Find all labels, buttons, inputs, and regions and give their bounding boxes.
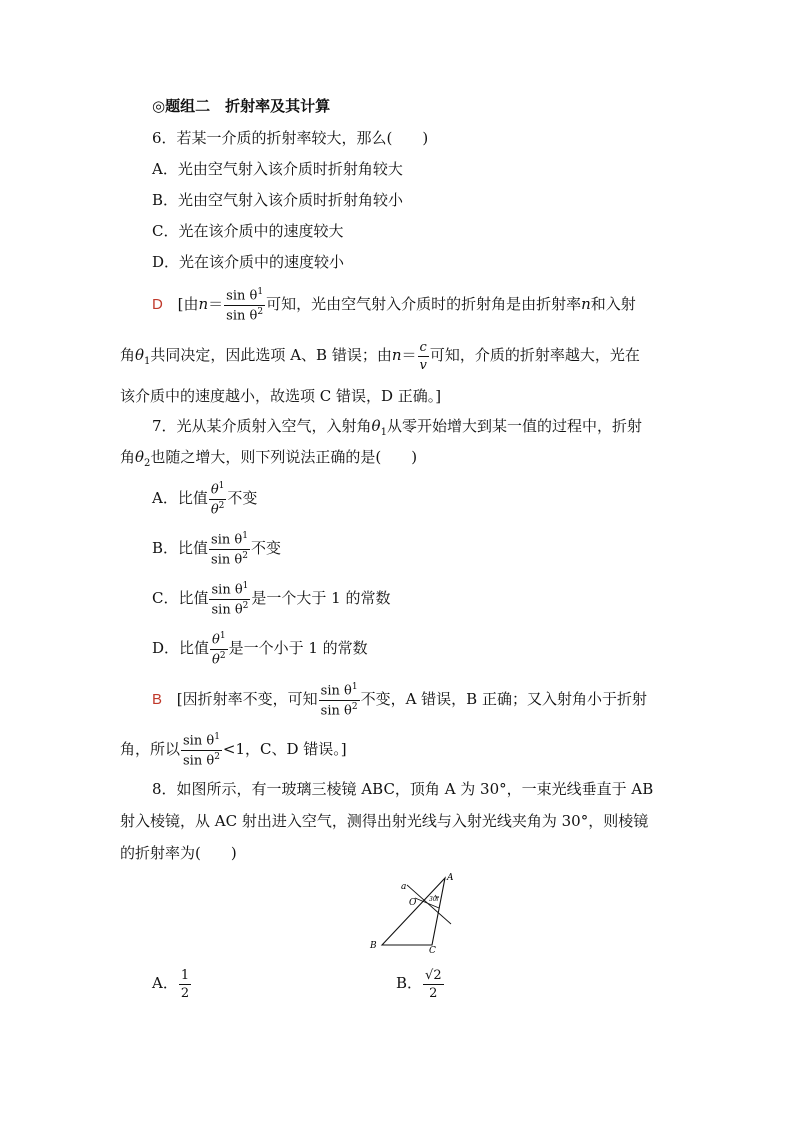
- q7-answer: B: [152, 691, 163, 708]
- q8-stem-line1: 8．如图所示，有一玻璃三棱镜 ABC，顶角 A 为 30°，一束光线垂直于 AB: [152, 780, 654, 798]
- q7-stem-line1: 7．光从某介质射入空气，入射角$\theta_1$从零开始增大到某一值的过程中，折射: [152, 417, 642, 438]
- label-A: A: [447, 873, 454, 883]
- q7-option-a[interactable]: A．比值 $\frac{\theta^1}{\theta^2}$ 不变: [152, 481, 258, 517]
- q7-option-b[interactable]: B．比值 $\frac{\sin \theta^1}{\sin \theta^2}$ 不变: [152, 531, 281, 567]
- section-title: ◎题组二 折射率及其计算: [152, 97, 331, 115]
- q6-option-c[interactable]: C．光在该介质中的速度较大: [152, 222, 344, 240]
- label-a: a: [401, 882, 407, 892]
- q7-explanation-line1: B [因折射率不变，可知 $\frac{\sin \theta^1}{\sin \theta^2}$ 不变，A 错误，B 正确；又入射角小于折射: [152, 682, 647, 718]
- prism-figure: [365, 868, 465, 954]
- q6-option-b[interactable]: B．光由空气射入该介质时折射角较小: [152, 191, 404, 209]
- q7-stem-line2: 角$\theta_2$也随之增大，则下列说法正确的是( ): [120, 448, 418, 469]
- q6-explanation-line3: 该介质中的速度越小，故选项 C 错误，D 正确。]: [120, 387, 442, 405]
- label-C: C: [429, 946, 436, 954]
- label-O: O: [409, 898, 417, 908]
- q8-stem-line3: 的折射率为( ): [120, 844, 237, 862]
- q8-option-a[interactable]: A． $\frac{1}{2}$: [152, 967, 190, 1001]
- q6-fraction-cv: $\frac{c}{v}$: [419, 339, 427, 373]
- q8-stem-line2: 射入棱镜，从 AC 射出进入空气，测得出射光线与入射光线夹角为 30°，则棱镜: [120, 812, 649, 830]
- q8-option-b[interactable]: B． $\frac{√2}{2}$: [396, 967, 442, 1001]
- q7-option-c[interactable]: C．比值 $\frac{\sin \theta^1}{\sin \theta^2}$ 是一个大于 1 的常数: [152, 581, 391, 617]
- prism-triangle: [382, 878, 445, 945]
- q6-stem: 6．若某一介质的折射率较大，那么( ): [152, 129, 429, 147]
- label-B: B: [370, 941, 377, 951]
- q7-explanation-line2: 角，所以 $\frac{\sin \theta^1}{\sin \theta^2}$ <1，C、D 错误。]: [120, 732, 347, 768]
- q6-explanation-line1: D [由n＝ $\frac{\sin \theta^1}{\sin \theta^2}$ 可知，光由空气射入介质时的折射角是由折射率n和入射: [152, 287, 636, 323]
- q6-fraction-sin: $\frac{\sin \theta^1}{\sin \theta^2}$: [226, 287, 264, 323]
- label-angle: 30°: [429, 896, 440, 903]
- q6-option-d[interactable]: D．光在该介质中的速度较小: [152, 253, 345, 271]
- q6-explanation-line2: 角$\theta_1$共同决定，因此选项 A、B 错误；由n＝ $\frac{c}{v}$ 可知，介质的折射率越大，光在: [120, 339, 640, 373]
- q6-answer: D: [152, 296, 163, 313]
- q6-option-a[interactable]: A．光由空气射入该介质时折射角较大: [152, 160, 403, 178]
- q7-option-d[interactable]: D．比值 $\frac{\theta^1}{\theta^2}$ 是一个小于 1 的常数: [152, 631, 368, 667]
